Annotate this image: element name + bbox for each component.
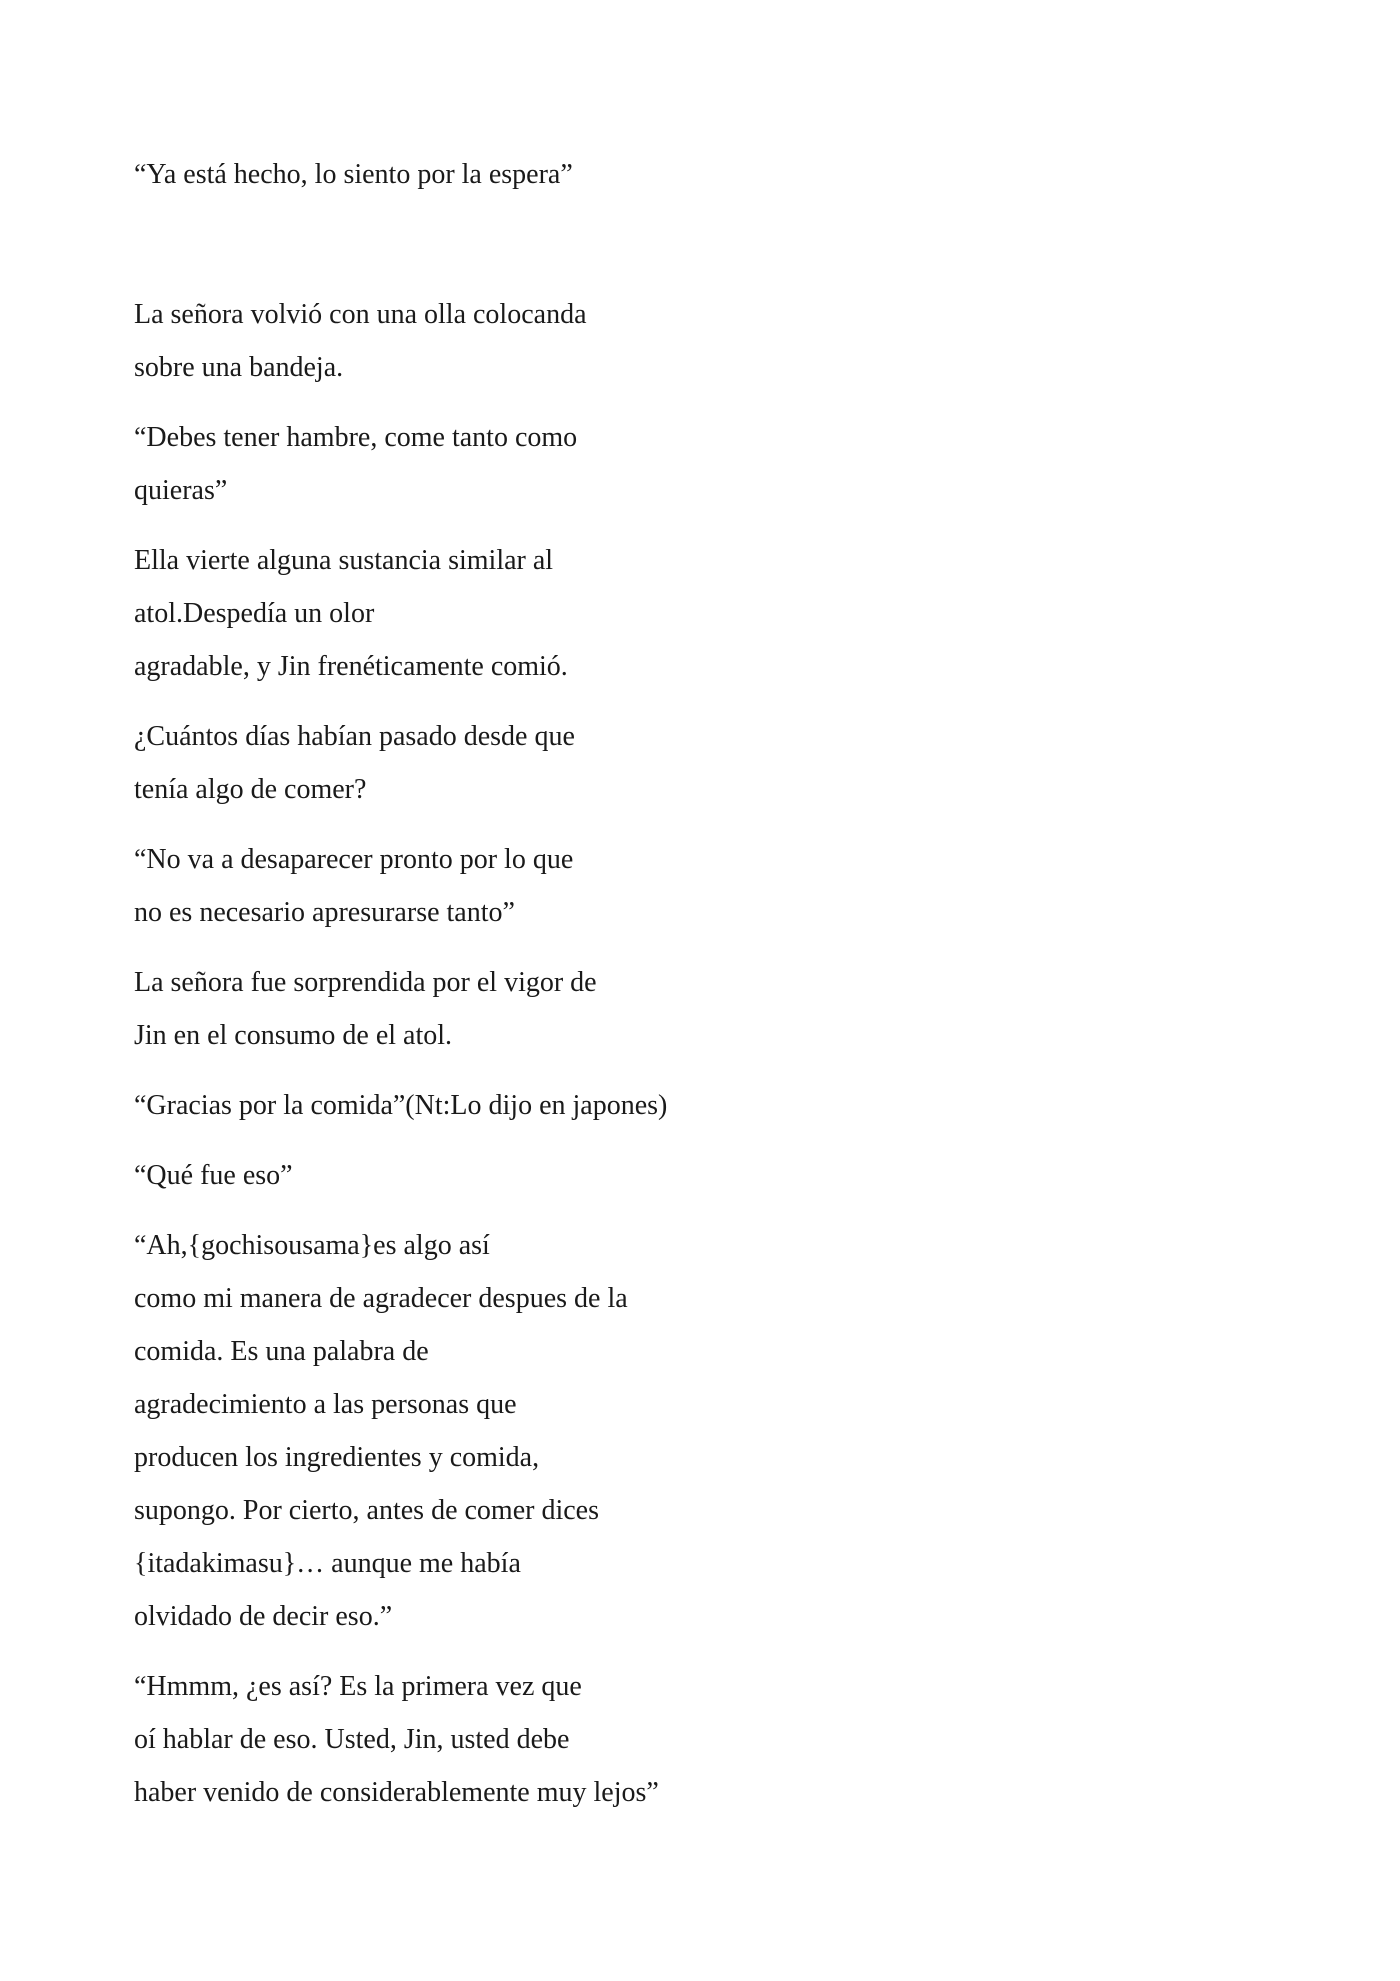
- text-line: “Gracias por la comida”(Nt:Lo dijo en japones): [134, 1090, 668, 1121]
- paragraph: [134, 411, 1234, 517]
- story-text: [134, 148, 1234, 1836]
- text-line: La señora fue sorprendida por el vigor de: [134, 967, 597, 998]
- text-line: olvidado de decir eso.”: [134, 1601, 393, 1632]
- text-line: Jin en el consumo de el atol.: [134, 1020, 453, 1051]
- paragraph: [134, 710, 1234, 816]
- paragraph: [134, 288, 1234, 394]
- text-line: haber venido de considerablemente muy lejos”: [134, 1777, 659, 1808]
- paragraph: [134, 1149, 1234, 1202]
- text-line: producen los ingredientes y comida,: [134, 1442, 540, 1473]
- text-line: supongo. Por cierto, antes de comer dices: [134, 1495, 599, 1526]
- text-line: tenía algo de comer?: [134, 774, 367, 805]
- paragraph: [134, 148, 1234, 201]
- text-line: comida. Es una palabra de: [134, 1336, 429, 1367]
- text-line: oí hablar de eso. Usted, Jin, usted debe: [134, 1724, 570, 1755]
- paragraph: [134, 1219, 1234, 1643]
- paragraph: [134, 534, 1234, 693]
- text-line: agradecimiento a las personas que: [134, 1389, 517, 1420]
- paragraph: [134, 1079, 1234, 1132]
- text-line: atol.Despedía un olor: [134, 598, 375, 629]
- text-line: “Qué fue eso”: [134, 1160, 293, 1191]
- paragraph: [134, 833, 1234, 939]
- text-line: “Ya está hecho, lo siento por la espera”: [134, 159, 573, 190]
- paragraph: [134, 1660, 1234, 1819]
- text-line: no es necesario apresurarse tanto”: [134, 897, 515, 928]
- text-line: quieras”: [134, 475, 228, 506]
- text-line: Ella vierte alguna sustancia similar al: [134, 545, 554, 576]
- text-line: “Hmmm, ¿es así? Es la primera vez que: [134, 1671, 582, 1702]
- text-line: agradable, y Jin frenéticamente comió.: [134, 651, 568, 682]
- text-line: “Ah,{gochisousama}es algo así: [134, 1230, 490, 1261]
- text-line: {itadakimasu}… aunque me había: [134, 1548, 521, 1579]
- text-line: “No va a desaparecer pronto por lo que: [134, 844, 574, 875]
- text-line: La señora volvió con una olla colocanda: [134, 299, 587, 330]
- text-line: ¿Cuántos días habían pasado desde que: [134, 721, 575, 752]
- text-line: como mi manera de agradecer despues de la: [134, 1283, 628, 1314]
- text-line: sobre una bandeja.: [134, 352, 344, 383]
- text-line: “Debes tener hambre, come tanto como: [134, 422, 578, 453]
- paragraph: [134, 956, 1234, 1062]
